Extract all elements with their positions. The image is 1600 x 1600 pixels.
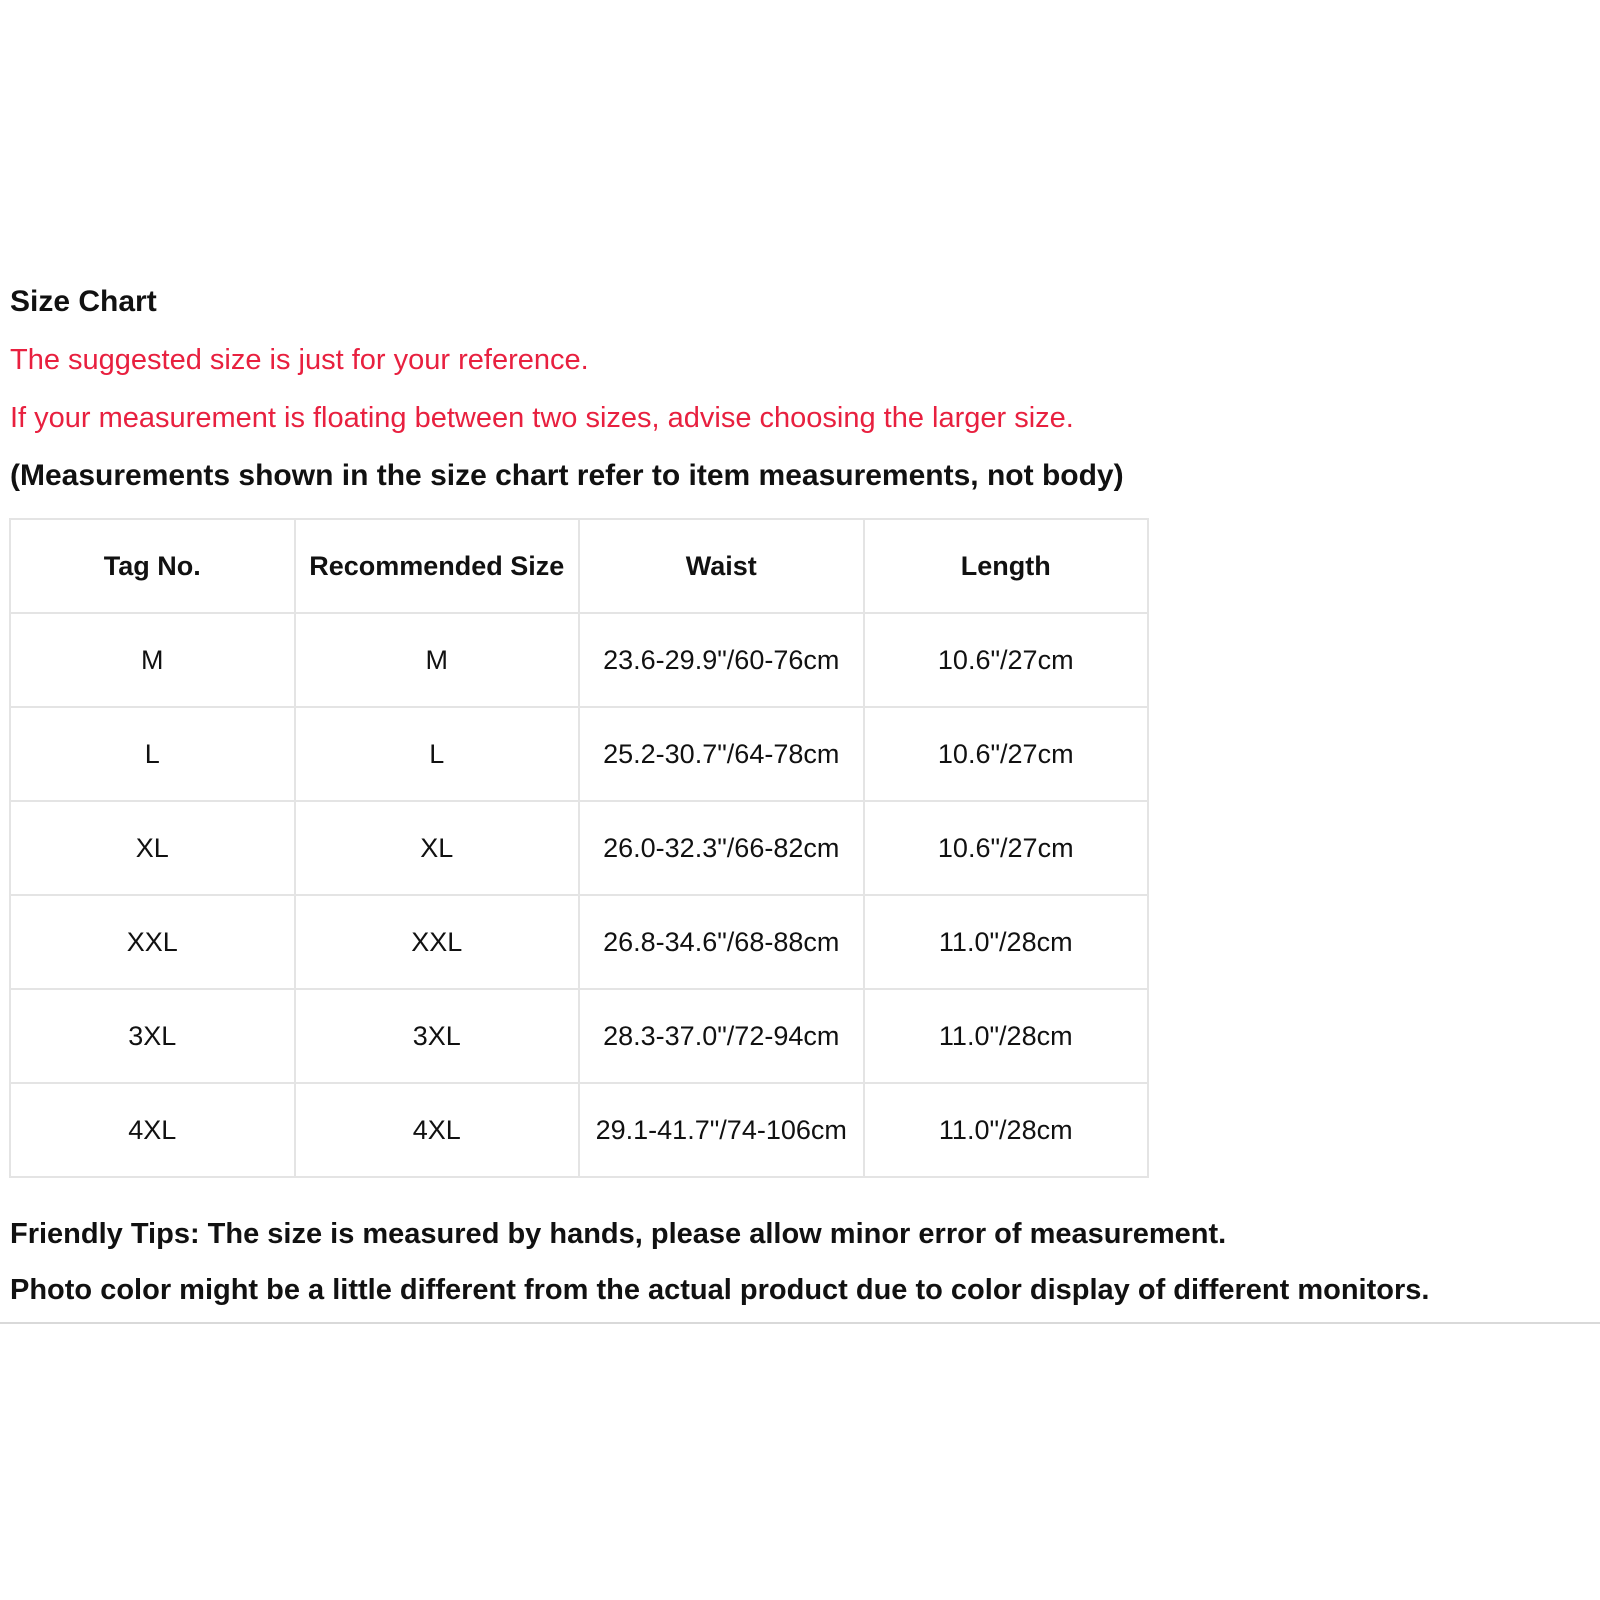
header-length: Length bbox=[864, 519, 1149, 613]
cell-tag-no: M bbox=[10, 613, 295, 707]
larger-size-notice: If your measurement is floating between two sizes, advise choosing the larger size. bbox=[10, 402, 1074, 434]
cell-tag-no: 4XL bbox=[10, 1083, 295, 1177]
header-tag-no: Tag No. bbox=[10, 519, 295, 613]
cell-recommended-size: 3XL bbox=[295, 989, 580, 1083]
cell-waist: 29.1-41.7"/74-106cm bbox=[579, 1083, 864, 1177]
cell-waist: 28.3-37.0"/72-94cm bbox=[579, 989, 864, 1083]
cell-tag-no: XXL bbox=[10, 895, 295, 989]
table-row bbox=[10, 989, 1148, 1083]
cell-length: 10.6"/27cm bbox=[864, 801, 1149, 895]
cell-length: 11.0"/28cm bbox=[864, 1083, 1149, 1177]
cell-waist: 26.0-32.3"/66-82cm bbox=[579, 801, 864, 895]
table-row bbox=[10, 707, 1148, 801]
header-waist: Waist bbox=[579, 519, 864, 613]
cell-length: 11.0"/28cm bbox=[864, 989, 1149, 1083]
header-recommended-size: Recommended Size bbox=[295, 519, 580, 613]
reference-notice: The suggested size is just for your reference. bbox=[10, 344, 589, 376]
table-row bbox=[10, 1083, 1148, 1177]
cell-length: 11.0"/28cm bbox=[864, 895, 1149, 989]
measurement-note: (Measurements shown in the size chart refer to item measurements, not body) bbox=[10, 459, 1124, 492]
cell-tag-no: L bbox=[10, 707, 295, 801]
cell-recommended-size: XXL bbox=[295, 895, 580, 989]
friendly-tip: Friendly Tips: The size is measured by hands, please allow minor error of measurement. bbox=[10, 1218, 1227, 1250]
table-header-row bbox=[10, 519, 1148, 613]
size-table bbox=[9, 518, 1149, 1178]
cell-length: 10.6"/27cm bbox=[864, 613, 1149, 707]
page-title: Size Chart bbox=[10, 285, 157, 318]
table-row bbox=[10, 895, 1148, 989]
cell-length: 10.6"/27cm bbox=[864, 707, 1149, 801]
cell-tag-no: XL bbox=[10, 801, 295, 895]
cell-waist: 26.8-34.6"/68-88cm bbox=[579, 895, 864, 989]
table-row bbox=[10, 613, 1148, 707]
tips-section bbox=[10, 1214, 1570, 1310]
cell-waist: 23.6-29.9"/60-76cm bbox=[579, 613, 864, 707]
table-row bbox=[10, 801, 1148, 895]
cell-recommended-size: M bbox=[295, 613, 580, 707]
cell-recommended-size: L bbox=[295, 707, 580, 801]
cell-tag-no: 3XL bbox=[10, 989, 295, 1083]
cell-waist: 25.2-30.7"/64-78cm bbox=[579, 707, 864, 801]
cell-recommended-size: XL bbox=[295, 801, 580, 895]
bottom-divider bbox=[0, 1322, 1600, 1324]
photo-color-tip: Photo color might be a little different from the actual product due to color display of different monitors. bbox=[10, 1274, 1430, 1306]
cell-recommended-size: 4XL bbox=[295, 1083, 580, 1177]
size-chart-section bbox=[10, 282, 1570, 1326]
